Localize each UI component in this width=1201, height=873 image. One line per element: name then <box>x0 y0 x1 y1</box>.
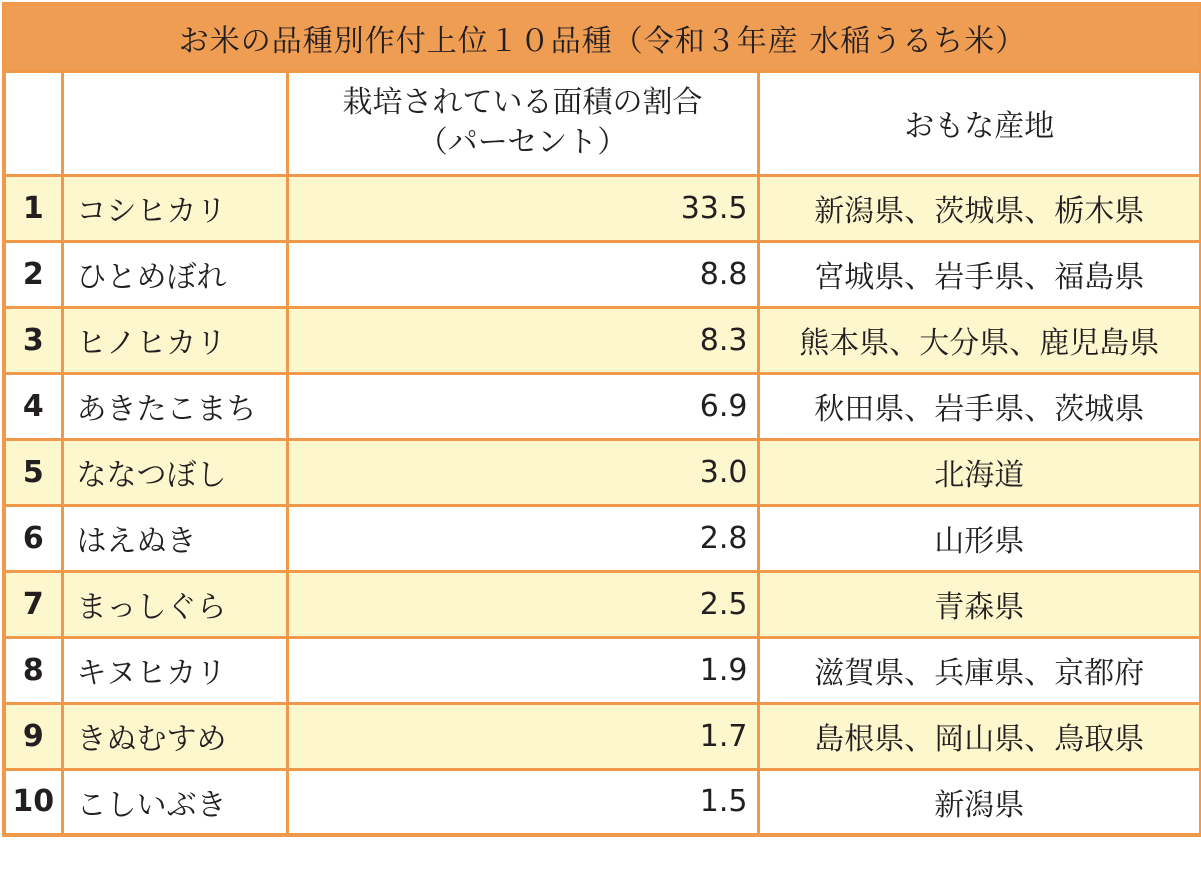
share-cell: 6.9 <box>287 373 758 439</box>
region-cell: 山形県 <box>758 505 1201 571</box>
table-row-2 <box>4 241 1201 307</box>
variety-cell: きぬむすめ <box>62 703 287 769</box>
variety-cell: まっしぐら <box>62 571 287 637</box>
table-row-8 <box>4 637 1201 703</box>
header-region-cell: おもな産地 <box>758 71 1201 175</box>
region-cell: 秋田県、岩手県、茨城県 <box>758 373 1201 439</box>
region-cell: 青森県 <box>758 571 1201 637</box>
variety-cell: あきたこまち <box>62 373 287 439</box>
rank-cell: 7 <box>4 571 62 637</box>
variety-cell: はえぬき <box>62 505 287 571</box>
table-row-5 <box>4 439 1201 505</box>
region-cell: 宮城県、岩手県、福島県 <box>758 241 1201 307</box>
variety-cell: ななつぼし <box>62 439 287 505</box>
table-row-1 <box>4 175 1201 241</box>
rice-varieties-table <box>2 2 1201 837</box>
region-cell: 滋賀県、兵庫県、京都府 <box>758 637 1201 703</box>
share-cell: 1.5 <box>287 769 758 835</box>
rank-cell: 1 <box>4 175 62 241</box>
header-share-line2: （パーセント） <box>417 125 628 160</box>
share-cell: 1.9 <box>287 637 758 703</box>
share-cell: 2.5 <box>287 571 758 637</box>
table-row-6 <box>4 505 1201 571</box>
rank-cell: 2 <box>4 241 62 307</box>
region-cell: 島根県、岡山県、鳥取県 <box>758 703 1201 769</box>
variety-cell: キヌヒカリ <box>62 637 287 703</box>
variety-cell: コシヒカリ <box>62 175 287 241</box>
header-rank-cell <box>4 71 62 175</box>
table-row-7 <box>4 571 1201 637</box>
variety-cell: ヒノヒカリ <box>62 307 287 373</box>
rank-cell: 4 <box>4 373 62 439</box>
rank-cell: 9 <box>4 703 62 769</box>
share-cell: 2.8 <box>287 505 758 571</box>
share-cell: 8.8 <box>287 241 758 307</box>
rank-cell: 5 <box>4 439 62 505</box>
header-share-cell <box>287 71 758 175</box>
table-row-3 <box>4 307 1201 373</box>
rank-cell: 10 <box>4 769 62 835</box>
rank-cell: 8 <box>4 637 62 703</box>
variety-cell: ひとめぼれ <box>62 241 287 307</box>
share-cell: 8.3 <box>287 307 758 373</box>
region-cell: 北海道 <box>758 439 1201 505</box>
share-cell: 33.5 <box>287 175 758 241</box>
variety-cell: こしいぶき <box>62 769 287 835</box>
region-cell: 新潟県 <box>758 769 1201 835</box>
share-cell: 3.0 <box>287 439 758 505</box>
table-row-10 <box>4 769 1201 835</box>
header-variety-cell <box>62 71 287 175</box>
rank-cell: 6 <box>4 505 62 571</box>
region-cell: 新潟県、茨城県、栃木県 <box>758 175 1201 241</box>
rank-cell: 3 <box>4 307 62 373</box>
table-title-row <box>4 4 1201 71</box>
share-cell: 1.7 <box>287 703 758 769</box>
table-row-4 <box>4 373 1201 439</box>
region-cell: 熊本県、大分県、鹿児島県 <box>758 307 1201 373</box>
header-share-line1: 栽培されている面積の割合 <box>342 85 703 120</box>
table-title: お米の品種別作付上位１０品種（令和３年産 水稲うるち米） <box>4 4 1201 71</box>
table-header-row <box>4 71 1201 175</box>
table-row-9 <box>4 703 1201 769</box>
